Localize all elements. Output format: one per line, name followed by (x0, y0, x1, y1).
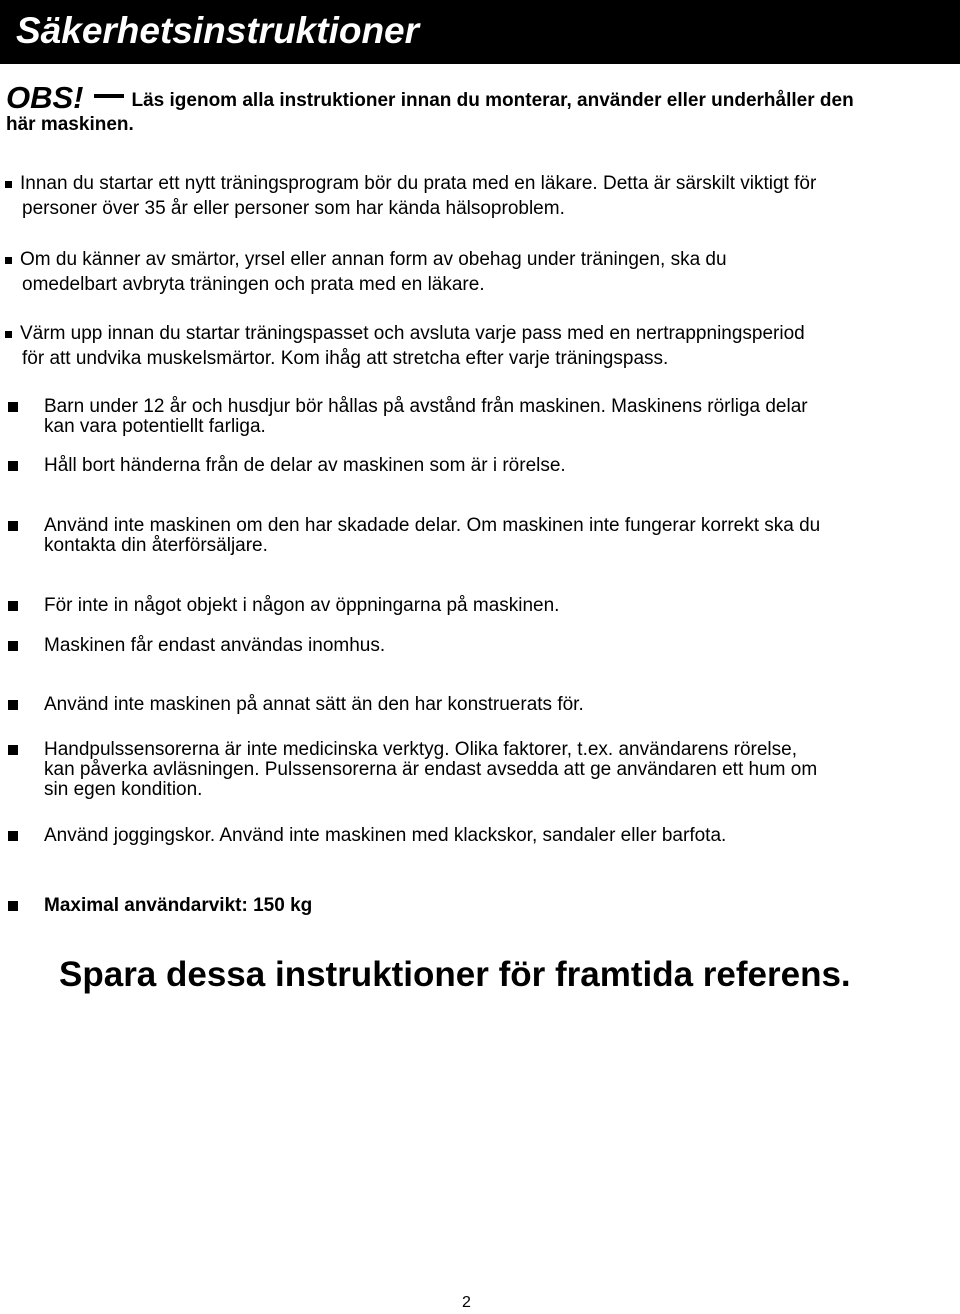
bullet-square-icon (8, 521, 18, 531)
page-title: Säkerhetsinstruktioner (16, 10, 420, 51)
list-item (0, 516, 820, 556)
list-item (0, 456, 566, 476)
bullet-square-icon (8, 745, 18, 755)
bullet-square-icon (5, 331, 12, 338)
obs-text-line1: Läs igenom alla instruktioner innan du monterar, använder eller underhåller den (131, 90, 854, 111)
list-item (0, 397, 808, 437)
obs-notice (6, 80, 951, 137)
obs-text-line2: här maskinen. (6, 114, 134, 135)
list-item-text: personer över 35 år eller personer som har kända hälsoproblem. (22, 198, 565, 219)
list-item-text: omedelbart avbryta träningen och prata med en läkare. (22, 274, 485, 295)
list-item-text: Använd inte maskinen på annat sätt än den har konstruerats för. (44, 694, 584, 715)
list-item-text: sin egen kondition. (44, 779, 203, 800)
list-item-text: Innan du startar ett nytt träningsprogram bör du prata med en läkare. Detta är särskilt viktigt för (20, 173, 817, 194)
save-instructions-note: Spara dessa instruktioner för framtida referens. (59, 955, 851, 994)
bullet-square-icon (8, 641, 18, 651)
dash-icon (94, 94, 124, 98)
list-item-text: Använd joggingskor. Använd inte maskinen med klackskor, sandaler eller barfota. (44, 825, 727, 846)
list-item (0, 248, 727, 296)
page-number: 2 (462, 1294, 471, 1311)
bullet-square-icon (8, 700, 18, 710)
list-item (0, 826, 726, 846)
list-item (0, 596, 559, 616)
bullet-square-icon (8, 402, 18, 412)
list-item-text: Barn under 12 år och husdjur bör hållas på avstånd från maskinen. Maskinens rörliga delar (44, 396, 808, 417)
list-item-text: kontakta din återförsäljare. (44, 535, 268, 556)
bullet-square-icon (8, 461, 18, 471)
list-item (0, 695, 584, 715)
max-weight-text: Maximal användarvikt: 150 kg (44, 895, 313, 916)
list-item (0, 896, 312, 916)
bullet-square-icon (8, 901, 18, 911)
list-item (0, 322, 805, 370)
list-item-text: Handpulssensorerna är inte medicinska verktyg. Olika faktorer, t.ex. användarens rörelse, (44, 739, 797, 760)
list-item (0, 172, 816, 220)
obs-label: OBS! (6, 80, 84, 115)
list-item-text: Håll bort händerna från de delar av maskinen som är i rörelse. (44, 455, 566, 476)
list-item-text: kan vara potentiellt farliga. (44, 416, 266, 437)
list-item-text: kan påverka avläsningen. Pulssensorerna är endast avsedda att ge användaren ett hum om (44, 759, 818, 780)
list-item-text: Maskinen får endast användas inomhus. (44, 635, 386, 656)
list-item-text: Om du känner av smärtor, yrsel eller annan form av obehag under träningen, ska du (20, 249, 727, 270)
bullet-square-icon (5, 257, 12, 264)
list-item-text: Värm upp innan du startar träningspasset och avsluta varje pass med en nertrappningsperiod (20, 323, 805, 344)
bullet-square-icon (8, 831, 18, 841)
list-item (0, 636, 385, 656)
title-bar (0, 0, 960, 64)
list-item-text: För inte in något objekt i någon av öppningarna på maskinen. (44, 595, 560, 616)
list-item-text: Använd inte maskinen om den har skadade delar. Om maskinen inte fungerar korrekt ska du (44, 515, 821, 536)
list-item-text: för att undvika muskelsmärtor. Kom ihåg att stretcha efter varje träningspass. (22, 348, 669, 369)
bullet-square-icon (8, 601, 18, 611)
list-item (0, 740, 817, 800)
bullet-square-icon (5, 181, 12, 188)
